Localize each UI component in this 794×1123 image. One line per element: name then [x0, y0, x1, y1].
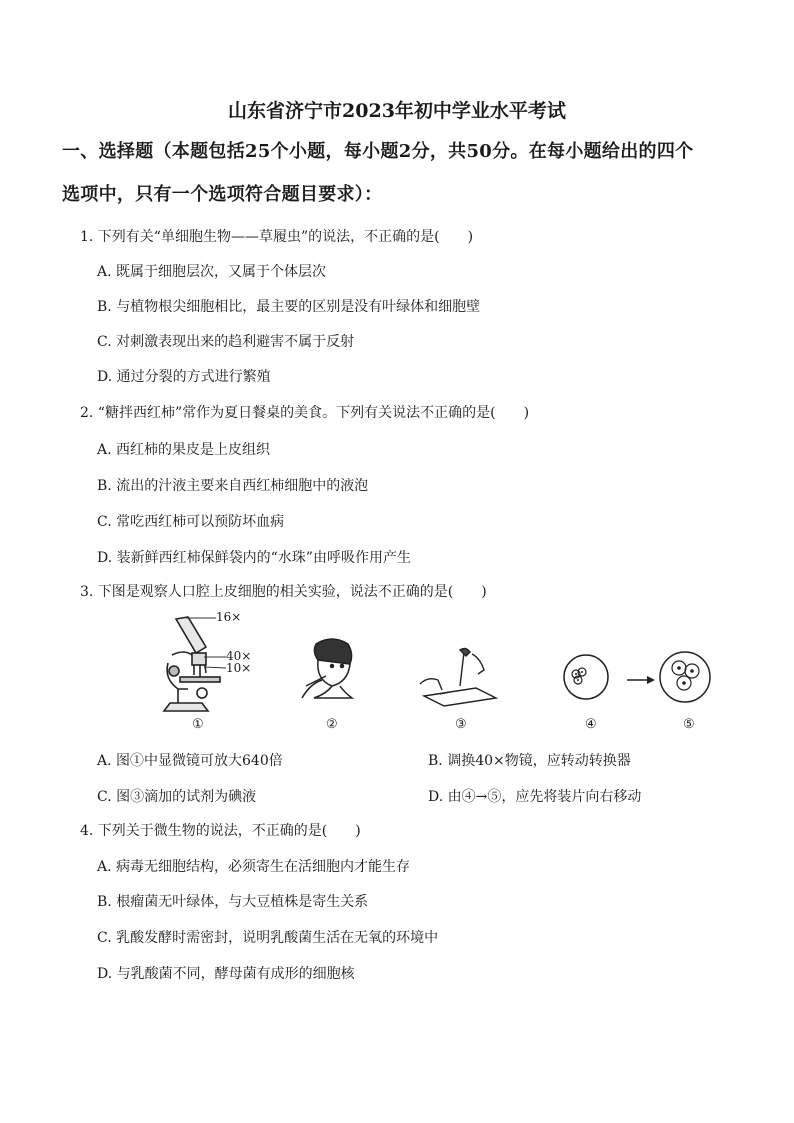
- question-1-option-d: D. 通过分裂的方式进行繁殖: [97, 369, 271, 385]
- magnified-cells-icon: [658, 650, 712, 704]
- dropper-slide-figure: [420, 648, 500, 708]
- question-4-option-a: A. 病毒无细胞结构，必须寄生在活细胞内才能生存: [97, 859, 411, 875]
- figure-3-caption: ③: [455, 717, 467, 732]
- question-3-option-b: B. 调换40×物镜，应转动转换器: [428, 753, 631, 769]
- arrow-right-icon: [627, 674, 657, 686]
- question-2-stem: 2. “糖拌西红柿”常作为夏日餐桌的美食。下列有关说法不正确的是( ): [80, 405, 530, 421]
- figure-1-caption: ①: [192, 717, 204, 732]
- question-3-option-a: A. 图①中显微镜可放大640倍: [97, 753, 283, 769]
- question-4-stem: 4. 下列关于微生物的说法，不正确的是( ): [80, 823, 361, 839]
- eyepiece-magnification-label: 16×: [216, 610, 242, 624]
- section-heading-line2: 选项中，只有一个选项符合题目要求）：: [62, 184, 383, 205]
- question-1-option-b: B. 与植物根尖细胞相比，最主要的区别是没有叶绿体和细胞壁: [97, 299, 481, 315]
- question-3-option-d: D. 由④→⑤，应先将装片向右移动: [428, 789, 642, 805]
- figure-5-caption: ⑤: [683, 717, 695, 732]
- question-4-option-d: D. 与乳酸菌不同，酵母菌有成形的细胞核: [97, 966, 355, 982]
- question-4-option-c: C. 乳酸发酵时需密封，说明乳酸菌生活在无氧的环境中: [97, 930, 439, 946]
- objective-low-label: 10×: [226, 661, 252, 675]
- figure-2-caption: ②: [326, 717, 338, 732]
- boy-swab-figure: [296, 636, 366, 706]
- figure-4-caption: ④: [585, 717, 597, 732]
- question-3-stem: 3. 下图是观察人口腔上皮细胞的相关实验，说法不正确的是( ): [80, 584, 487, 600]
- question-2-option-d: D. 装新鲜西红柿保鲜袋内的“水珠”由呼吸作用产生: [97, 550, 411, 566]
- question-2-option-a: A. 西红柿的果皮是上皮组织: [97, 442, 271, 458]
- microscope-view-icon: [562, 653, 610, 701]
- question-2-option-b: B. 流出的汁液主要来自西红柿细胞中的液泡: [97, 478, 369, 494]
- question-1-option-c: C. 对刺激表现出来的趋利避害不属于反射: [97, 334, 355, 350]
- question-4-option-b: B. 根瘤菌无叶绿体，与大豆植株是寄生关系: [97, 894, 369, 910]
- field-of-view-5: [658, 650, 712, 704]
- arrow: [627, 671, 657, 683]
- field-of-view-4: [562, 653, 610, 701]
- label-leader-lines: [158, 615, 258, 715]
- dropper-icon: [420, 648, 500, 708]
- exam-title: 山东省济宁市2023年初中学业水平考试: [228, 100, 566, 122]
- section-heading-line1: 一、选择题（本题包括25个小题，每小题2分，共50分。在每小题给出的四个: [62, 141, 694, 162]
- boy-face-icon: [296, 636, 366, 706]
- question-3-option-c: C. 图③滴加的试剂为碘液: [97, 789, 257, 805]
- question-2-option-c: C. 常吃西红柿可以预防坏血病: [97, 514, 285, 530]
- microscope-figure: [158, 610, 258, 715]
- objective-high-label: 40×: [226, 649, 252, 663]
- question-1-option-a: A. 既属于细胞层次，又属于个体层次: [97, 264, 327, 280]
- question-1-stem: 1. 下列有关“单细胞生物——草履虫”的说法，不正确的是( ): [80, 229, 474, 245]
